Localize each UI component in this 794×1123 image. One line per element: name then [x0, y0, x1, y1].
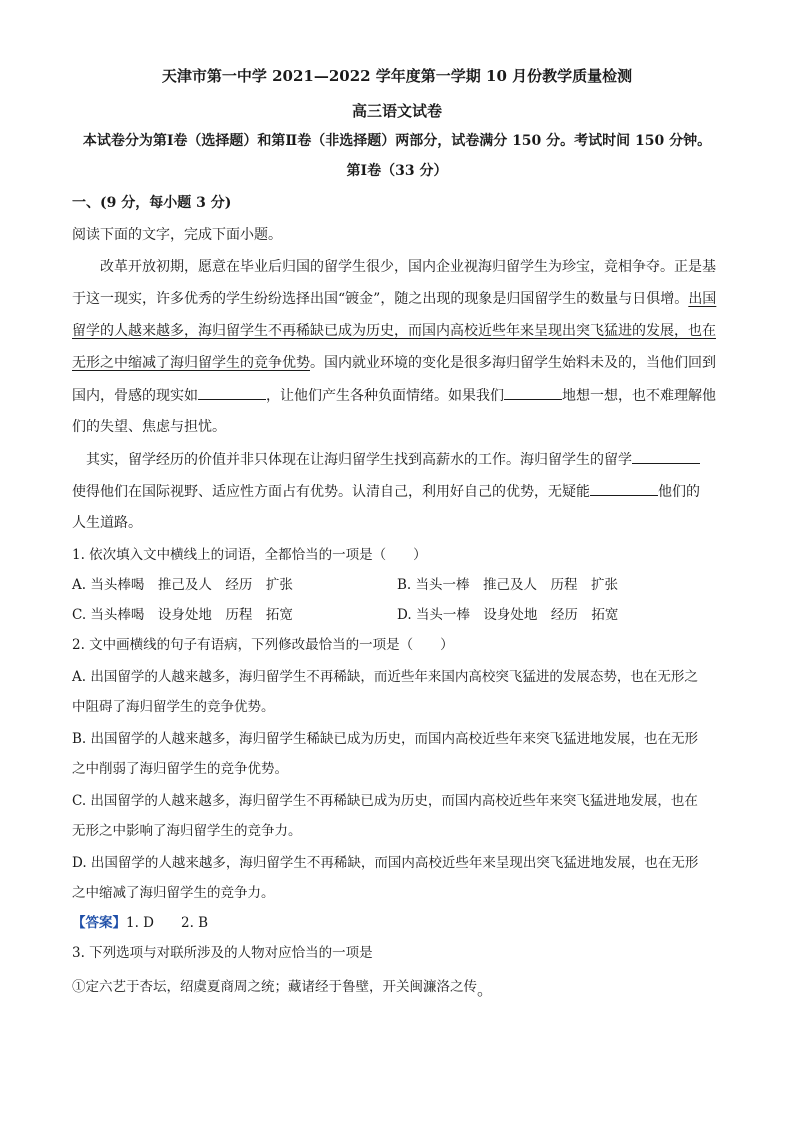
- q1-option-a[interactable]: A. 当头棒喝 推己及人 经历 扩张: [72, 577, 293, 593]
- exam-subtitle: 高三语文试卷: [351, 102, 442, 120]
- section-heading: 一、(9 分，每小题 3 分): [72, 195, 232, 211]
- couplet-period: 。: [477, 980, 494, 999]
- passage-p2-line3: 人生道路。: [72, 515, 142, 531]
- q1-option-b[interactable]: B. 当头一棒 推己及人 历程 扩张: [397, 577, 619, 593]
- passage-text: 地想一想，也不难理解他: [562, 388, 716, 404]
- q2-option-d-line2[interactable]: 之中缩减了海归留学生的竞争力。: [72, 885, 275, 901]
- passage-p1-line4: [72, 353, 716, 373]
- question-2-stem: 2. 文中画横线的句子有语病，下列修改最恰当的一项是（ ）: [72, 637, 454, 653]
- passage-p1-line2: [72, 289, 716, 309]
- passage-text: 他们的: [658, 484, 700, 500]
- answer-label: 【答案】: [72, 915, 126, 931]
- passage-text: 使得他们在国际视野、适应性方面占有优势。认清自己，利用好自己的优势，无疑能: [72, 484, 590, 500]
- answer-text: 1. D 2. B: [126, 915, 209, 931]
- passage-text: 其实，留学经历的价值并非只体现在让海归留学生找到高薪水的工作。海归留学生的留学: [86, 452, 632, 468]
- passage-p2-line1: [86, 449, 700, 470]
- q3-couplet-1: [72, 976, 493, 997]
- passage-p1-line5: [72, 385, 716, 406]
- question-3-stem: 3. 下列选项与对联所涉及的人物对应恰当的一项是: [72, 945, 373, 961]
- q2-option-a-line2[interactable]: 中阻碍了海归留学生的竞争优势。: [72, 699, 275, 715]
- question-1-stem: 1. 依次填入文中横线上的词语，全都恰当的一项是（ ）: [72, 547, 427, 563]
- q1-option-c[interactable]: C. 当头棒喝 设身处地 历程 拓宽: [72, 607, 293, 623]
- exam-notice: 本试卷分为第Ⅰ卷（选择题）和第Ⅱ卷（非选择题）两部分，试卷满分 150 分。考试时间 150 分钟。: [82, 133, 712, 149]
- passage-text: 于这一现实，许多优秀的学生纷纷选择出国“镀金”，随之出现的现象是归国留学生的数量与日俱增。: [72, 291, 689, 307]
- q2-option-c-line1[interactable]: C. 出国留学的人越来越多，海归留学生不再稀缺已成为历史，而国内高校近些年来突飞猛进地发展，也在: [72, 793, 698, 809]
- q2-option-d-line1[interactable]: D. 出国留学的人越来越多，海归留学生不再稀缺，而国内高校近些年来呈现出突飞猛进地发展，也在无形: [72, 855, 699, 871]
- fill-blank-2[interactable]: [504, 385, 562, 400]
- passage-p1-line6: 们的失望、焦虑与担忧。: [72, 419, 226, 435]
- underlined-sentence: 出国: [688, 291, 717, 307]
- q2-option-c-line2[interactable]: 无形之中影响了海归留学生的竞争力。: [72, 823, 302, 839]
- answer-line: [72, 913, 208, 933]
- q2-option-b-line1[interactable]: B. 出国留学的人越来越多，海归留学生稀缺已成为历史，而国内高校近些年来突飞猛进地发展，也在无形: [72, 731, 699, 747]
- passage-text: ，让他们产生各种负面情绪。如果我们: [266, 388, 504, 404]
- couplet-text: ①定六艺于杏坛，绍虞夏商周之统；藏诸经于鲁壁，开关闽濂洛之传: [72, 979, 477, 995]
- passage-p2-line2: [72, 481, 700, 502]
- passage-p1-line1: 改革开放初期，愿意在毕业后归国的留学生很少，国内企业视海归留学生为珍宝，竞相争夺。正是基: [100, 259, 716, 275]
- exam-title: 天津市第一中学 2021—2022 学年度第一学期 10 月份教学质量检测: [161, 67, 633, 85]
- passage-text: 。国内就业环境的变化是很多海归留学生始料未及的，当他们回到: [310, 355, 716, 371]
- section-instruction: 阅读下面的文字，完成下面小题。: [72, 227, 282, 243]
- fill-blank-1[interactable]: [198, 385, 266, 400]
- part-title: 第Ⅰ卷（33 分）: [346, 163, 448, 179]
- q1-option-d[interactable]: D. 当头一棒 设身处地 经历 拓宽: [397, 607, 619, 623]
- fill-blank-3[interactable]: [632, 449, 700, 464]
- passage-text: 国内，骨感的现实如: [72, 388, 198, 404]
- q2-option-a-line1[interactable]: A. 出国留学的人越来越多，海归留学生不再稀缺，而近些年来国内高校突飞猛进的发展态势，也在无形之: [72, 669, 698, 685]
- underlined-sentence: 无形之中缩减了海归留学生的竞争优势: [72, 355, 310, 371]
- q2-option-b-line2[interactable]: 之中削弱了海归留学生的竞争优势。: [72, 761, 288, 777]
- underlined-sentence-line: 留学的人越来越多，海归留学生不再稀缺已成为历史，而国内高校近些年来呈现出突飞猛进的发展，也在: [72, 323, 716, 339]
- fill-blank-4[interactable]: [590, 481, 658, 496]
